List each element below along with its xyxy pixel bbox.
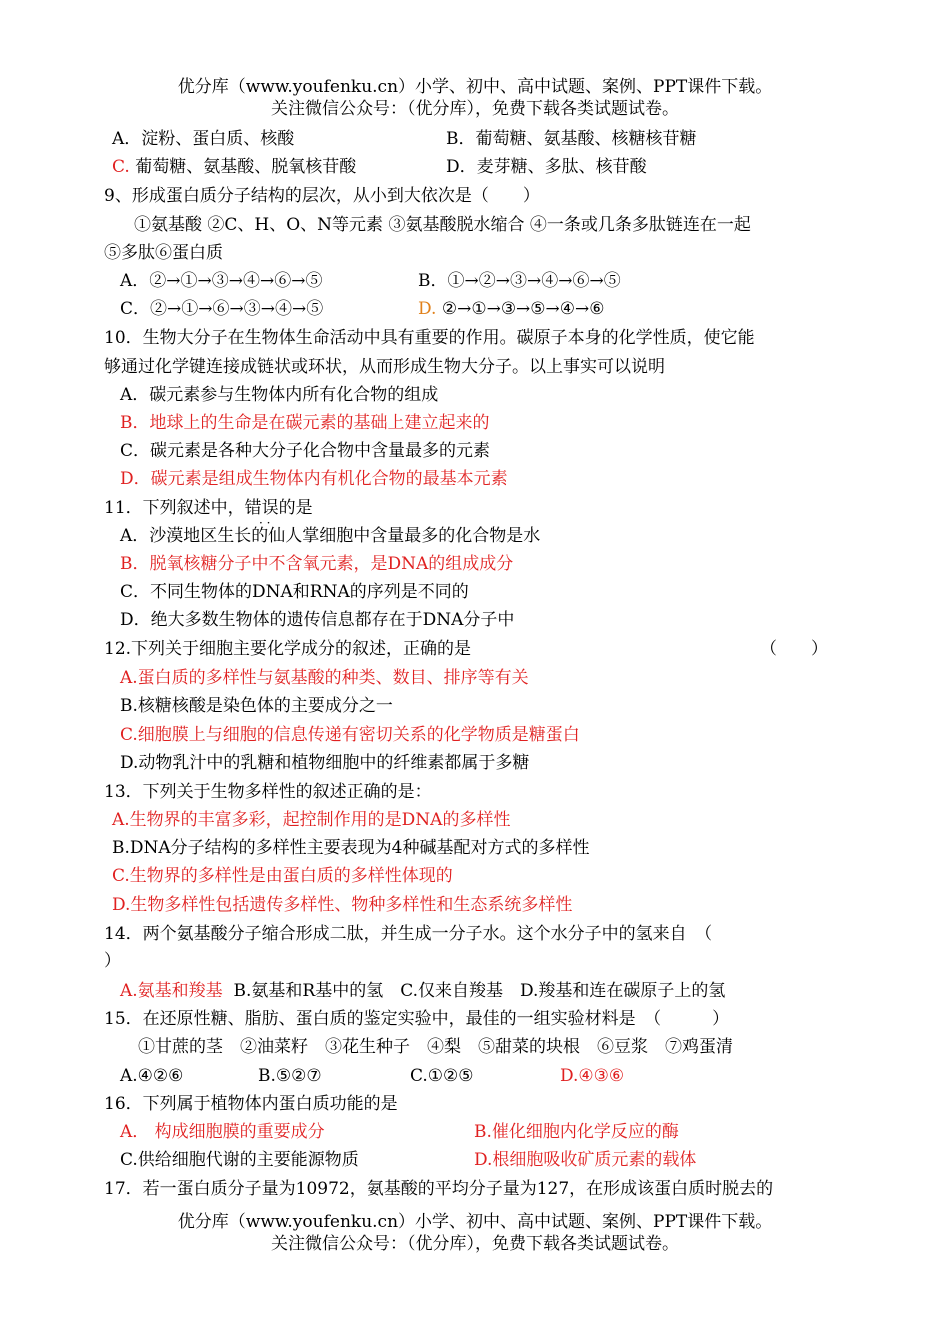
q12-option-c: C.细胞膜上与细胞的信息传递有密切关系的化学物质是糖蛋白: [120, 725, 580, 745]
q11-option-d: D．绝大多数生物体的遗传信息都存在于DNA分子中: [120, 610, 515, 630]
q10-option-b: B．地球上的生命是在碳元素的基础上建立起来的: [120, 413, 490, 433]
q9-option-b: B．①→②→③→④→⑥→⑤: [418, 271, 621, 291]
q15-option-a: A.④②⑥: [120, 1066, 184, 1086]
q13-option-d: D.生物多样性包括遗传多样性、物种多样性和生态系统多样性: [112, 895, 573, 915]
q12-answer-paren: （ ）: [760, 639, 828, 659]
q16-option-a: A． 构成细胞膜的重要成分: [120, 1122, 325, 1142]
q12-option-a: A.蛋白质的多样性与氨基酸的种类、数目、排序等有关: [120, 668, 529, 688]
q16-option-d: D.根细胞吸收矿质元素的载体: [474, 1150, 697, 1170]
q12-option-b: B.核糖核酸是染色体的主要成分之一: [120, 696, 393, 716]
q13-option-b: B.DNA分子结构的多样性主要表现为4种碱基配对方式的多样性: [112, 838, 590, 858]
footer-line-2: 关注微信公众号：（优分库），免费下载各类试题试卷。: [271, 1234, 679, 1254]
q14-stem-2: ）: [104, 951, 121, 971]
q8-option-b: B．葡萄糖、氨基酸、核糖核苷糖: [446, 129, 697, 149]
q13-option-a: A.生物界的丰富多彩，起控制作用的是DNA的多样性: [112, 810, 511, 830]
q9-items-2: ⑤多肽⑥蛋白质: [104, 243, 223, 263]
q13-stem: 13．下列关于生物多样性的叙述正确的是：: [104, 782, 432, 802]
q9-stem: 9、形成蛋白质分子结构的层次，从小到大依次是（ ）: [104, 186, 540, 206]
q14-option-a: A.氨基和羧基: [120, 981, 223, 1001]
q9-option-d-text: ②→①→③→⑤→④→⑥: [441, 299, 605, 319]
q12-option-d: D.动物乳汁中的乳糖和植物细胞中的纤维素都属于多糖: [120, 753, 530, 773]
footer-line-1: 优分库（www.youfenku.cn）小学、初中、高中试题、案例、PPT课件下载。: [177, 1212, 773, 1232]
q14-options-rest: B.氨基和R基中的氢 C.仅来自羧基 D.羧基和连在碳原子上的氢: [233, 981, 726, 1001]
q16-option-c: C.供给细胞代谢的主要能源物质: [120, 1150, 359, 1170]
q9-items-1: ①氨基酸 ②C、H、O、N等元素 ③氨基酸脱水缩合 ④一条或几条多肽链连在一起: [134, 215, 751, 235]
emphasis-dots: · ·: [259, 516, 271, 530]
q14-options: [120, 980, 725, 1002]
header-line-2: 关注微信公众号：（优分库），免费下载各类试题试卷。: [271, 99, 679, 119]
q15-option-b: B.⑤②⑦: [258, 1066, 322, 1086]
q9-option-d-letter: D.: [418, 299, 437, 319]
q11-option-c: C．不同生物体的DNA和RNA的序列是不同的: [120, 582, 469, 602]
q9-option-a: A．②→①→③→④→⑥→⑤: [120, 271, 323, 291]
q10-option-a: A．碳元素参与生物体内所有化合物的组成: [120, 385, 439, 405]
q10-option-c: C．碳元素是各种大分子化合物中含量最多的元素: [120, 441, 491, 461]
q10-option-d: D．碳元素是组成生物体内有机化合物的最基本元素: [120, 469, 508, 489]
q15-option-d: D.④③⑥: [560, 1066, 625, 1086]
q8-option-c-letter: C.: [112, 157, 130, 177]
q14-stem-1: 14．两个氨基酸分子缩合形成二肽，并生成一分子水。这个水分子中的氢来自 （: [104, 924, 713, 944]
q16-stem: 16．下列属于植物体内蛋白质功能的是: [104, 1094, 398, 1114]
q8-option-d: D．麦芽糖、多肽、核苷酸: [446, 157, 647, 177]
q11-option-b: B．脱氧核糖分子中不含氧元素，是DNA的组成成分: [120, 554, 514, 574]
q11-option-a: A．沙漠地区生长的仙人掌细胞中含量最多的化合物是水: [120, 526, 541, 546]
header-line-1: 优分库（www.youfenku.cn）小学、初中、高中试题、案例、PPT课件下载。: [177, 77, 773, 97]
q13-option-c: C.生物界的多样性是由蛋白质的多样性体现的: [112, 866, 453, 886]
q11-stem: 11．下列叙述中，错误的是: [104, 498, 313, 518]
q9-option-c: C．②→①→⑥→③→④→⑤: [120, 299, 324, 319]
q15-option-c: C.①②⑤: [410, 1066, 474, 1086]
q10-stem-2: 够通过化学键连接成链状或环状，从而形成生物大分子。以上事实可以说明: [104, 357, 665, 377]
q10-stem-1: 10．生物大分子在生物体生命活动中具有重要的作用。碳原子本身的化学性质，使它能: [104, 328, 755, 348]
q15-stem: 15．在还原性糖、脂肪、蛋白质的鉴定实验中，最佳的一组实验材料是 （ ）: [104, 1009, 730, 1029]
q17-stem: 17．若一蛋白质分子量为10972，氨基酸的平均分子量为127，在形成该蛋白质时脱去的: [104, 1179, 774, 1199]
q8-option-c: [112, 156, 356, 178]
q16-option-b: B.催化细胞内化学反应的酶: [474, 1122, 679, 1142]
q8-option-a: A．淀粉、蛋白质、核酸: [112, 129, 295, 149]
q12-stem: 12.下列关于细胞主要化学成分的叙述，正确的是: [104, 639, 472, 659]
q15-items: ①甘蔗的茎 ②油菜籽 ③花生种子 ④梨 ⑤甜菜的块根 ⑥豆浆 ⑦鸡蛋清: [138, 1037, 733, 1057]
q8-option-c-text: 葡萄糖、氨基酸、脱氧核苷酸: [135, 157, 357, 177]
q9-option-d: [418, 298, 605, 320]
